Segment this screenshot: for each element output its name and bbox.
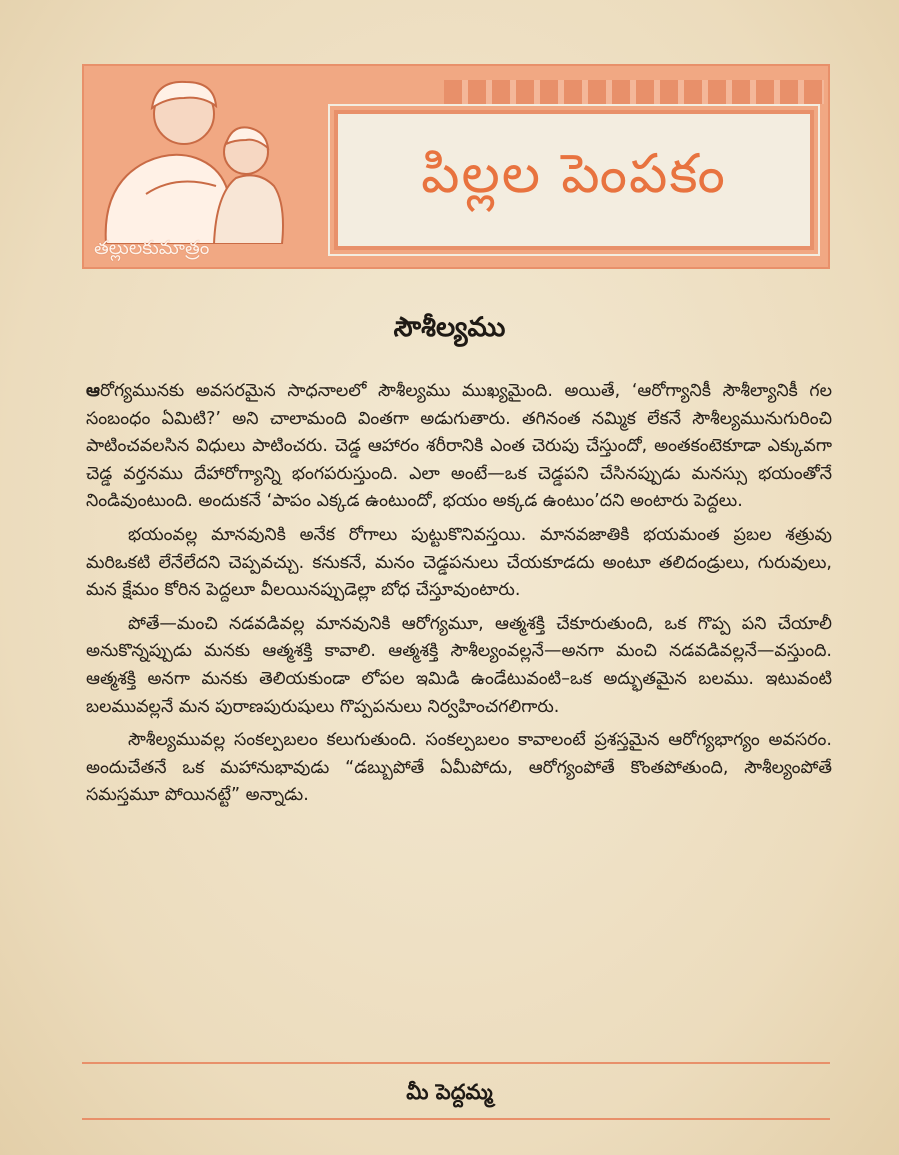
paragraph-2: భయంవల్ల మానవునికి అనేక రోగాలు పుట్టుకొనివస్తయి. మానవజాతికి భయమంత ప్రబల శత్రువు మరిఒకటి లేనేలేదని చెప్పవచ్చు. కనుకనే, మనం చెడ్డపనులు చేయకూడదు అంటూ తలిదండ్రులు, గురువులు, మన క్షేమం కోరిన పెద్దలూ వీలయినప్పుడెల్లా బోధ చేస్తూవుంటారు. (86, 524, 832, 601)
divider-top (82, 1062, 830, 1064)
divider-bottom (82, 1118, 830, 1120)
paragraph-3: పోతే—మంచి నడవడివల్ల మానవునికి ఆరోగ్యమూ, ఆత్మశక్తి చేకూరుతుంది, ఒక గొప్ప పని చేయాలీ అనుకొన్నప్పుడు మనకు ఆత్మశక్తి కావాలి. ఆత్మశక్తి సౌశీల్యంవల్లనే—అనగా మంచి నడవడివల్లనే—వస్తుంది. ఆత్మశక్తి అనగా మనకు తెలియకుండా లోపల ఇమిడి ఉండేటువంటి–ఒక అద్భుతమైన బలము. ఇటువంటి బలమువల్లనే మన పురాణపురుషులు గొప్పపనులు నిర్వహించగలిగారు. (86, 613, 832, 717)
banner-tagline: తల్లులకుమాత్రం (94, 237, 210, 259)
title-frame (334, 110, 814, 250)
paragraph-4: సౌశీల్యమువల్ల సంకల్పబలం కలుగుతుంది. సంకల్పబలం కావాలంటే ప్రశస్తమైన ఆరోగ్యభాగ్యం అవసరం. అందుచేతనే ఒక మహానుభావుడు “డబ్బుపోతే ఏమీపోదు, ఆరోగ్యంపోతే కొంతపోతుంది, సౌశీల్యంపోతే సమస్తమూ పోయినట్టే” అన్నాడు. (86, 730, 832, 806)
banner-stripes (444, 80, 824, 104)
article-heading: సౌశీల్యము (393, 312, 506, 343)
mother-and-child-illustration (86, 74, 336, 244)
article-body (86, 378, 832, 816)
signature: మీ పెద్దమ్మ (406, 1080, 493, 1104)
paragraph-1: ఆరోగ్యమునకు అవసరమైన సాధనాలలో సౌశీల్యము ముఖ్యమైంది. అయితే, ‘ఆరోగ్యానికీ సౌశీల్యానికీ గల సంబంధం ఏమిటి?’ అని చాలామంది వింతగా అడుగుతారు. తగినంత నమ్మిక లేకనే సౌశీల్యమునుగురించి పాటించవలసిన విధులు పాటించరు. చెడ్డ ఆహారం శరీరానికి ఎంత చెరుపు చేస్తుందో, అంతకంటెకూడా ఎక్కువగా చెడ్డ వర్తనము దేహారోగ్యాన్ని భంగపరుస్తుంది. ఎలా అంటే—ఒక చెడ్డపని చేసినప్పుడు మనస్సు భయంతోనే నిండివుంటుంది. అందుకనే ‘పాపం ఎక్కడ ఉంటుందో, భయం అక్కడ ఉంటుం’దని అంటారు పెద్దలు. (86, 381, 832, 512)
header-banner (82, 64, 830, 269)
page-title: పిల్లల పెంపకం (421, 141, 727, 205)
